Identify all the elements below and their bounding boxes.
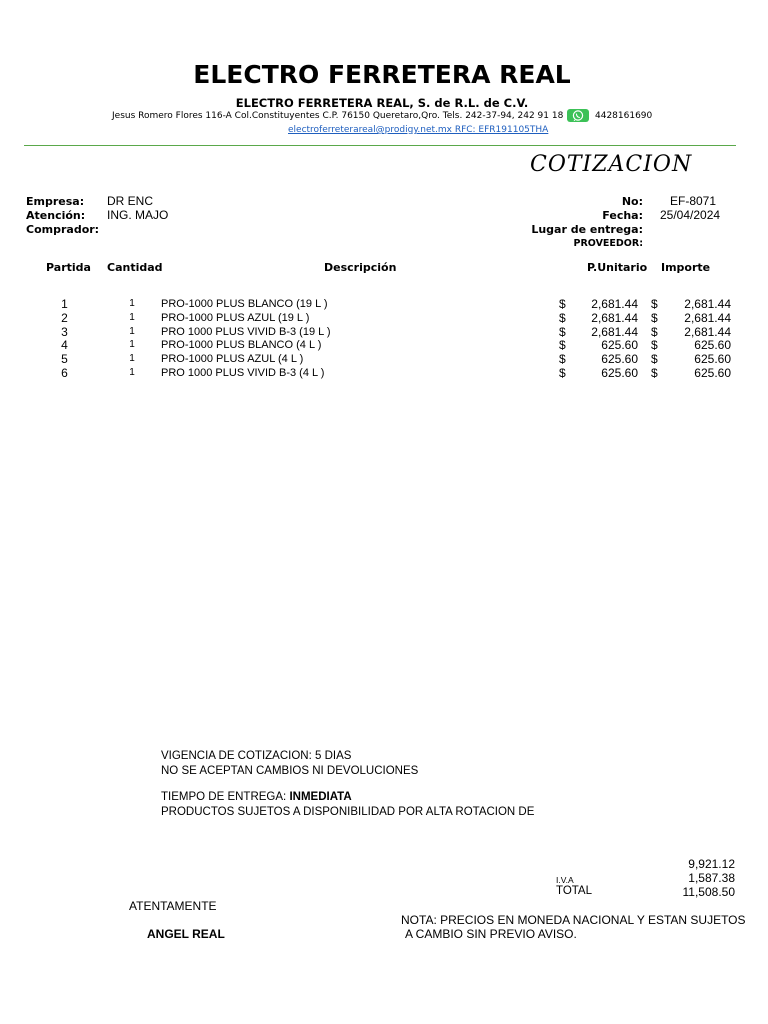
row-currency-amount: $ <box>651 352 658 367</box>
row-cantidad: 1 <box>129 339 135 351</box>
table-row <box>0 338 768 352</box>
row-currency-unit: $ <box>559 352 566 367</box>
comprador-label: Comprador: <box>26 223 100 236</box>
company-legal-name: ELECTRO FERRETERA REAL, S. de R.L. de C.V. <box>235 96 529 110</box>
row-importe: 2,681.44 <box>684 324 731 339</box>
col-header-cantidad: Cantidad <box>107 261 163 274</box>
date-label: Fecha: <box>602 209 643 222</box>
row-unitario: 2,681.44 <box>591 310 638 325</box>
col-header-descripcion: Descripción <box>324 261 397 274</box>
row-unitario: 2,681.44 <box>591 297 638 311</box>
row-descripcion: PRO-1000 PLUS AZUL (19 L ) <box>161 311 310 324</box>
table-row <box>0 325 768 339</box>
row-partida: 2 <box>61 310 68 325</box>
row-cantidad: 1 <box>129 353 135 365</box>
row-unitario: 625.60 <box>601 365 638 380</box>
note-disponibilidad: PRODUCTOS SUJETOS A DISPONIBILIDAD POR ALTA ROTACION DE <box>161 806 535 818</box>
footer-note-line1: NOTA: PRECIOS EN MONEDA NACIONAL Y ESTAN SUJETOS <box>401 913 746 927</box>
row-unitario: 625.60 <box>601 338 638 353</box>
company-address: Jesus Romero Flores 116-A Col.Constituyentes C.P. 76150 Queretaro,Qro. Tels. 242-37-94, 242 91 18 <box>112 111 564 121</box>
header-divider <box>24 145 736 146</box>
row-importe: 2,681.44 <box>684 310 731 325</box>
row-cantidad: 1 <box>129 298 135 309</box>
row-partida: 4 <box>61 338 68 353</box>
row-importe: 625.60 <box>694 352 731 367</box>
note-vigencia: VIGENCIA DE COTIZACION: 5 DIAS <box>161 750 352 762</box>
row-partida: 6 <box>61 365 68 380</box>
row-unitario: 2,681.44 <box>591 324 638 339</box>
row-currency-unit: $ <box>559 324 566 339</box>
row-descripcion: PRO 1000 PLUS VIVID B-3 (4 L ) <box>161 366 325 379</box>
document-title: COTIZACION <box>530 152 693 177</box>
row-partida: 3 <box>61 324 68 339</box>
tiempo-entrega-value: INMEDIATA <box>289 791 352 803</box>
row-currency-amount: $ <box>651 297 658 311</box>
row-partida: 1 <box>61 297 68 311</box>
total-value: 11,508.50 <box>682 885 735 899</box>
quote-number-label: No: <box>621 195 643 208</box>
note-no-cambios: NO SE ACEPTAN CAMBIOS NI DEVOLUCIONES <box>161 765 419 777</box>
table-row <box>0 366 768 380</box>
empresa-label: Empresa: <box>26 195 85 208</box>
items-table <box>0 297 768 380</box>
table-row <box>0 311 768 325</box>
col-header-importe: Importe <box>661 261 711 274</box>
row-descripcion: PRO-1000 PLUS AZUL (4 L ) <box>161 353 304 366</box>
delivery-place-label: Lugar de entrega: <box>531 223 643 236</box>
company-phone: 4428161690 <box>595 111 653 121</box>
tiempo-entrega-label: TIEMPO DE ENTREGA: <box>161 791 287 803</box>
row-currency-unit: $ <box>559 338 566 353</box>
row-unitario: 625.60 <box>601 352 638 367</box>
table-row <box>0 352 768 366</box>
atencion-label: Atención: <box>26 209 86 222</box>
signer-name: ANGEL REAL <box>147 927 225 941</box>
col-header-unitario: P.Unitario <box>587 261 648 274</box>
row-descripcion: PRO-1000 PLUS BLANCO (4 L ) <box>161 339 322 352</box>
total-label: TOTAL <box>556 885 592 897</box>
quote-number-value: EF-8071 <box>670 194 717 208</box>
row-importe: 625.60 <box>694 338 731 353</box>
row-partida: 5 <box>61 352 68 367</box>
table-row <box>0 297 768 311</box>
iva-value: 1,587.38 <box>688 871 735 885</box>
row-currency-amount: $ <box>651 310 658 325</box>
row-currency-amount: $ <box>651 324 658 339</box>
row-importe: 625.60 <box>694 365 731 380</box>
row-descripcion: PRO 1000 PLUS VIVID B-3 (19 L ) <box>161 325 331 338</box>
closing-atentamente: ATENTAMENTE <box>129 899 217 913</box>
row-importe: 2,681.44 <box>684 297 731 311</box>
row-currency-unit: $ <box>559 365 566 380</box>
iva-label: I.V.A <box>556 875 574 885</box>
row-descripcion: PRO-1000 PLUS BLANCO (19 L ) <box>161 298 328 310</box>
row-currency-unit: $ <box>559 297 566 311</box>
footer-note-line2: A CAMBIO SIN PREVIO AVISO. <box>405 927 577 941</box>
date-value: 25/04/2024 <box>660 208 721 222</box>
subtotal-value: 9,921.12 <box>688 857 735 871</box>
empresa-value: DR ENC <box>107 194 154 208</box>
company-title: ELECTRO FERRETERA REAL <box>193 60 571 89</box>
col-header-partida: Partida <box>46 261 91 274</box>
whatsapp-icon <box>567 109 589 122</box>
atencion-value: ING. MAJO <box>107 208 169 222</box>
row-cantidad: 1 <box>129 325 135 337</box>
company-email-rfc[interactable]: electroferreterareal@prodigy.net.mx RFC: EFR191105THA <box>288 125 549 135</box>
row-cantidad: 1 <box>129 311 135 323</box>
note-tiempo-entrega <box>161 791 352 803</box>
row-currency-amount: $ <box>651 338 658 353</box>
row-currency-unit: $ <box>559 310 566 325</box>
row-currency-amount: $ <box>651 365 658 380</box>
row-cantidad: 1 <box>129 366 135 378</box>
supplier-label: PROVEEDOR: <box>573 238 643 249</box>
